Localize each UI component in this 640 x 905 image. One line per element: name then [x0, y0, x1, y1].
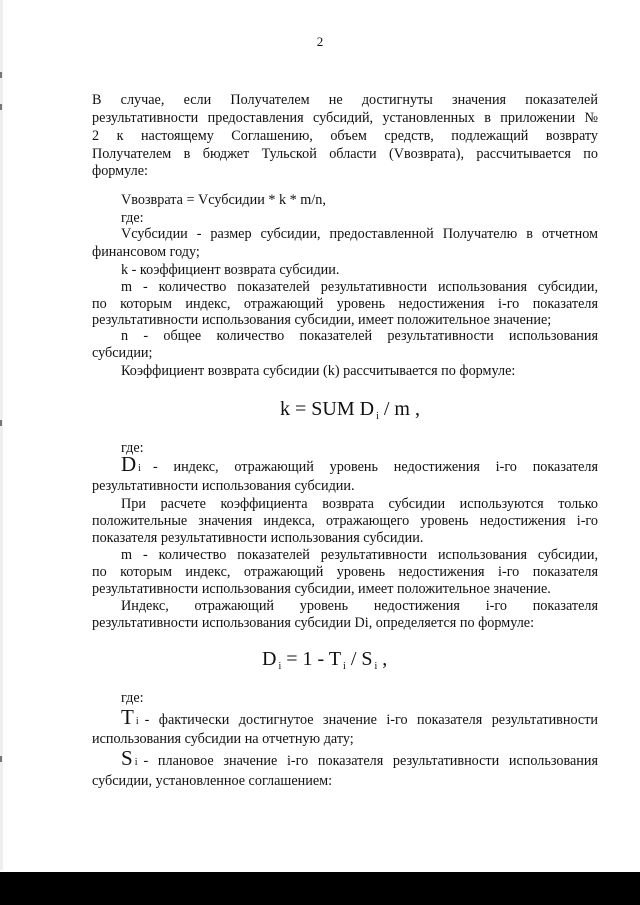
def-di: [121, 452, 598, 478]
def-n-cont: субсидии;: [92, 345, 153, 361]
def-ti-text: - фактически достигнутое значение i-го показателя результативности: [144, 712, 598, 728]
word: значения: [452, 92, 507, 108]
formula-di-symbol: D: [262, 648, 277, 670]
def-di-text: - индекс, отражающий уровень недостижения i-го показателя: [152, 459, 598, 475]
word: Получателем: [230, 92, 310, 108]
scan-mark: [0, 72, 2, 78]
scan-edge: [0, 0, 3, 870]
def-ti-cont: использования субсидии на отчетную дату;: [92, 731, 354, 747]
word: случае,: [120, 92, 165, 108]
m-paragraph-line: по которым индекс, отражающий уровень недостижения i-го показателя: [92, 564, 598, 580]
ti-symbol: T: [121, 705, 134, 729]
def-m: m - количество показателей результативности использования субсидии,: [121, 279, 598, 295]
formula-k-tail: / m ,: [378, 398, 420, 420]
di-symbol: D: [121, 452, 137, 476]
scan-mark: [0, 756, 2, 762]
index-paragraph: Индекс, отражающий уровень недостижения i-го показателя: [121, 598, 598, 614]
positive-values-paragraph: При расчете коэффициента возврата субсидии используются только: [121, 496, 598, 512]
where-label: где:: [121, 440, 144, 456]
word: В: [92, 92, 102, 108]
intro-line: [92, 92, 598, 110]
def-ti: [121, 705, 598, 731]
word: показателей: [525, 92, 598, 108]
scan-bottom-border: [0, 872, 640, 905]
intro-line: 2 к настоящему Соглашению, объем средств, подлежащий возврату: [92, 128, 598, 144]
subscript: i: [374, 661, 378, 672]
def-si: [121, 746, 598, 772]
def-m-cont: результативности использования субсидии, имеет положительное значение;: [92, 312, 552, 328]
intro-line: результативности предоставления субсидий, установленных в приложении №: [92, 110, 598, 126]
subscript: i: [278, 661, 282, 672]
def-si-text: - плановое значение i-го показателя результативности использования: [143, 753, 598, 769]
formula-k-main: k = SUM D: [280, 398, 375, 420]
subscript: i: [134, 757, 138, 768]
scan-mark: [0, 420, 2, 426]
formula-di-part: / S: [345, 648, 373, 670]
def-m-cont: по которым индекс, отражающий уровень недостижения i-го показателя: [92, 296, 598, 312]
intro-line: Получателем в бюджет Тульской области (Vвозврата), рассчитывается по: [92, 146, 598, 162]
word: если: [183, 92, 212, 108]
page-number: 2: [316, 34, 324, 49]
def-n: n - общее количество показателей результативности использования: [121, 328, 598, 344]
subscript: i: [135, 716, 139, 727]
m-paragraph: m - количество показателей результативности использования субсидии,: [121, 547, 598, 563]
subscript: i: [376, 411, 379, 422]
where-label: где:: [121, 690, 144, 706]
subscript: i: [138, 463, 141, 474]
formula-k: [280, 398, 420, 422]
scan-mark: [0, 104, 2, 110]
def-di-cont: результативности использования субсидии.: [92, 478, 355, 494]
positive-values-line: показателя результативности использования субсидии.: [92, 530, 424, 546]
def-si-cont: субсидии, установленное соглашением:: [92, 773, 333, 789]
where-label: где:: [121, 210, 144, 226]
subscript: i: [343, 661, 346, 672]
intro-line: формуле:: [92, 163, 148, 179]
def-k: k - коэффициент возврата субсидии.: [121, 262, 340, 278]
def-vsubsidy: Vсубсидии - размер субсидии, предоставленной Получателю в отчетном: [121, 226, 598, 242]
formula-v-return: Vвозврата = Vсубсидии * k * m/n,: [121, 192, 326, 208]
index-paragraph-line: результативности использования субсидии Di, определяется по формуле:: [92, 615, 535, 631]
k-calc-intro: Коэффициент возврата субсидии (k) рассчитывается по формуле:: [121, 363, 516, 379]
word: достигнуты: [361, 92, 433, 108]
positive-values-line: положительные значения индекса, отражающего уровень недостижения i-го: [92, 513, 598, 529]
def-vsubsidy-cont: финансовом году;: [92, 244, 200, 260]
formula-di-part: = 1 - T: [281, 648, 342, 670]
m-paragraph-line: результативности использования субсидии, имеет положительное значение.: [92, 581, 551, 597]
si-symbol: S: [121, 746, 133, 770]
formula-di: [262, 648, 387, 672]
formula-di-tail: ,: [377, 648, 388, 670]
word: не: [328, 92, 343, 108]
